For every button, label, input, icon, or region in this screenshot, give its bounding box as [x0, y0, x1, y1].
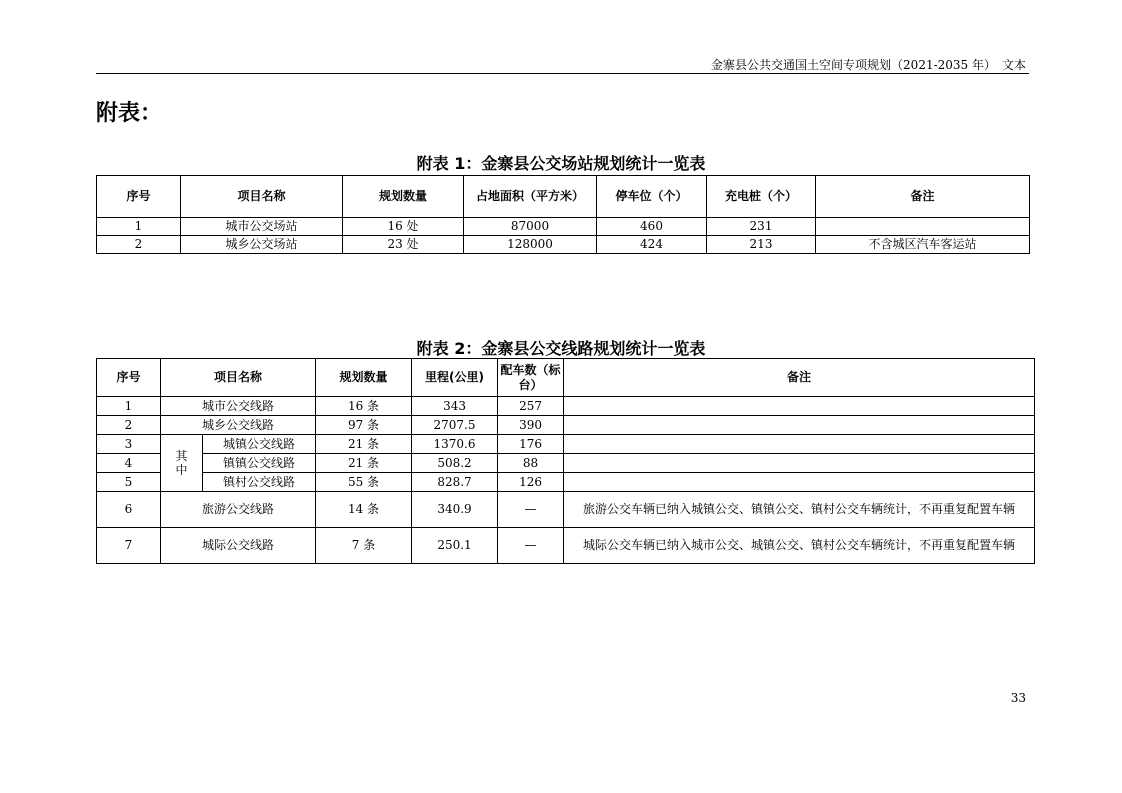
table-row: [97, 435, 1035, 454]
table2-caption: 附表 2：金寨县公交线路规划统计一览表: [416, 339, 706, 358]
cell: 390: [498, 416, 564, 435]
cell: 231: [707, 218, 816, 236]
table1: [96, 175, 1030, 254]
table-row: [97, 528, 1035, 564]
group-label: 其中: [175, 449, 188, 477]
cell: 5: [97, 473, 161, 492]
table2-col-km: 里程(公里): [412, 359, 498, 397]
cell: 2: [97, 416, 161, 435]
cell: [816, 218, 1030, 236]
cell: 3: [97, 435, 161, 454]
cell: [564, 416, 1035, 435]
cell: 城镇公交线路: [203, 435, 316, 454]
table1-caption: 附表 1：金寨县公交场站规划统计一览表: [416, 154, 706, 173]
cell: 镇镇公交线路: [203, 454, 316, 473]
cell: 城乡公交线路: [161, 416, 316, 435]
cell: 250.1: [412, 528, 498, 564]
cell: 城际公交车辆已纳入城市公交、城镇公交、镇村公交车辆统计，不再重复配置车辆: [564, 528, 1035, 564]
cell: 21 条: [316, 435, 412, 454]
cell: 2707.5: [412, 416, 498, 435]
cell: 460: [597, 218, 707, 236]
table1-col-no: 序号: [97, 176, 181, 218]
table-row: [97, 236, 1030, 254]
table2-col-cars: 配车数（标台）: [498, 359, 564, 397]
cell: 340.9: [412, 492, 498, 528]
cell: 21 条: [316, 454, 412, 473]
cell: 213: [707, 236, 816, 254]
cell: 旅游公交线路: [161, 492, 316, 528]
table2: [96, 358, 1035, 564]
cell: 1: [97, 218, 181, 236]
table1-col-chargers: 充电桩（个）: [707, 176, 816, 218]
cell: 城市公交线路: [161, 397, 316, 416]
cell: 424: [597, 236, 707, 254]
table-row: [97, 397, 1035, 416]
cell: 16 处: [343, 218, 464, 236]
table1-col-count: 规划数量: [343, 176, 464, 218]
cell: 16 条: [316, 397, 412, 416]
cell: 旅游公交车辆已纳入城镇公交、镇镇公交、镇村公交车辆统计，不再重复配置车辆: [564, 492, 1035, 528]
cell: [564, 435, 1035, 454]
cell: 7: [97, 528, 161, 564]
cell: 7 条: [316, 528, 412, 564]
cell: —: [498, 492, 564, 528]
table1-col-parking: 停车位（个）: [597, 176, 707, 218]
cell: 343: [412, 397, 498, 416]
document-header: 金寨县公共交通国土空间专项规划（2021-2035 年） 文本: [711, 58, 1026, 72]
table2-col-name: 项目名称: [161, 359, 316, 397]
table1-col-name: 项目名称: [181, 176, 343, 218]
cell: [564, 397, 1035, 416]
table2-col-no: 序号: [97, 359, 161, 397]
cell: —: [498, 528, 564, 564]
cell: 1: [97, 397, 161, 416]
cell: [564, 473, 1035, 492]
table1-header-row: [97, 176, 1030, 218]
table-row: [97, 454, 1035, 473]
cell: 镇村公交线路: [203, 473, 316, 492]
cell: 87000: [464, 218, 597, 236]
table2-col-count: 规划数量: [316, 359, 412, 397]
cell: 2: [97, 236, 181, 254]
cell: 128000: [464, 236, 597, 254]
cell: 4: [97, 454, 161, 473]
table-row: [97, 218, 1030, 236]
cell: 城市公交场站: [181, 218, 343, 236]
cell: 88: [498, 454, 564, 473]
cell: 176: [498, 435, 564, 454]
cell: 97 条: [316, 416, 412, 435]
table2-header-row: [97, 359, 1035, 397]
group-label-cell: [161, 435, 203, 492]
cell: 14 条: [316, 492, 412, 528]
table2-col-note: 备注: [564, 359, 1035, 397]
page-number: 33: [1010, 691, 1026, 705]
cell: 6: [97, 492, 161, 528]
cell: 55 条: [316, 473, 412, 492]
cell: 城际公交线路: [161, 528, 316, 564]
header-rule: [96, 73, 1029, 74]
section-heading: 附表：: [96, 101, 163, 126]
cell: 126: [498, 473, 564, 492]
table-row: [97, 492, 1035, 528]
cell: 1370.6: [412, 435, 498, 454]
table-row: [97, 416, 1035, 435]
cell: [564, 454, 1035, 473]
cell: 城乡公交场站: [181, 236, 343, 254]
table1-col-note: 备注: [816, 176, 1030, 218]
table-row: [97, 473, 1035, 492]
cell: 508.2: [412, 454, 498, 473]
cell: 828.7: [412, 473, 498, 492]
table1-col-area: 占地面积（平方米）: [464, 176, 597, 218]
cell: 23 处: [343, 236, 464, 254]
cell: 不含城区汽车客运站: [816, 236, 1030, 254]
cell: 257: [498, 397, 564, 416]
